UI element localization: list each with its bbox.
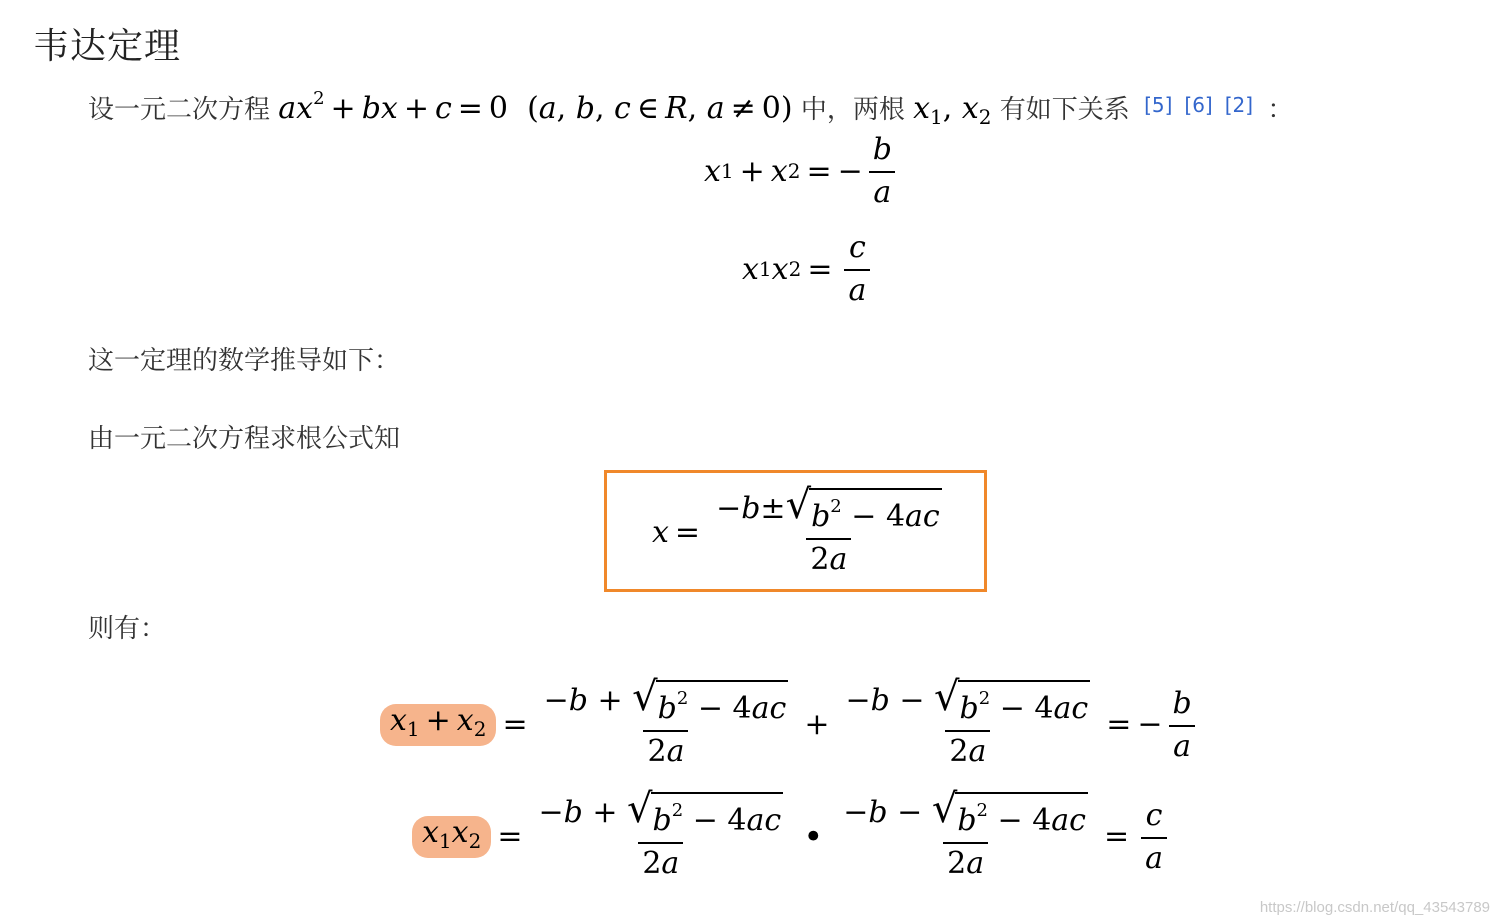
intro-line	[88, 88, 1293, 129]
product-result-fraction: $\frac{c}{a}$	[1141, 798, 1167, 876]
quadratic-formula-fraction: −b± √ $b^2 - 4ac$ 2a	[716, 482, 940, 577]
sum-result-fraction: $\frac{b}{a}$	[1168, 686, 1195, 764]
sum-derivation: $x_1 + x_2$ = −b + √ $b^2 - 4ac$ 2a + −b − √ $b^2 - 4ac$ 2a = − $\frac{b}{a}$	[380, 680, 1202, 769]
derivation-intro: 这一定理的数学推导如下：	[88, 346, 401, 376]
quadratic-formula: x = −b± √ $b^2 - 4ac$ 2a	[652, 488, 952, 577]
root2-fraction-product: −b − √ $b^2 - 4ac$ 2a	[843, 786, 1086, 881]
intro-lead: 设一元二次方程	[88, 95, 271, 125]
intro-tail: 有如下关系	[999, 95, 1130, 125]
vieta-sum-equation: x 1 + x 2 = − $\frac{b}{a}$	[704, 132, 902, 210]
reference-link-6[interactable]: [6]	[1184, 93, 1213, 117]
reference-link-5[interactable]: [5]	[1144, 93, 1173, 117]
sum-highlight: $x_1 + x_2$	[380, 704, 496, 746]
root1-fraction: −b + √ $b^2 - 4ac$ 2a	[543, 674, 787, 769]
reference-link-2[interactable]: [2]	[1224, 93, 1254, 117]
formula-intro: 由一元二次方程求根公式知	[88, 424, 401, 454]
page-title: 韦达定理	[33, 26, 182, 67]
product-highlight: $x_1x_2$	[412, 816, 491, 858]
intro-mid: 中，两根	[800, 95, 905, 125]
intro-colon: ：	[1267, 95, 1294, 125]
fraction-c-over-a: $\frac{c}{a}$	[844, 230, 870, 308]
then-text: 则有：	[88, 614, 167, 644]
roots-expr: $x_1$, $x_2$	[913, 91, 992, 129]
root1-fraction-product: −b + √ $b^2 - 4ac$ 2a	[538, 786, 782, 881]
fraction-b-over-a: $\frac{b}{a}$	[869, 132, 896, 210]
multiply-dot: •	[803, 816, 824, 857]
watermark: https://blog.csdn.net/qq_43543789	[1259, 899, 1490, 916]
product-derivation: $x_1x_2$ = −b + √ $b^2 - 4ac$ 2a • −b − √ $b^2 - 4ac$ 2a = $\frac{c}{a}$	[412, 792, 1173, 881]
quadratic-equation: $ax^2$ + bx + c = 0 (a, b, c ∈ R, a ≠ 0)	[278, 88, 793, 126]
root2-fraction: −b − √ $b^2 - 4ac$ 2a	[845, 674, 1089, 769]
vieta-product-equation: x 1 x 2 = $\frac{c}{a}$	[742, 230, 876, 308]
